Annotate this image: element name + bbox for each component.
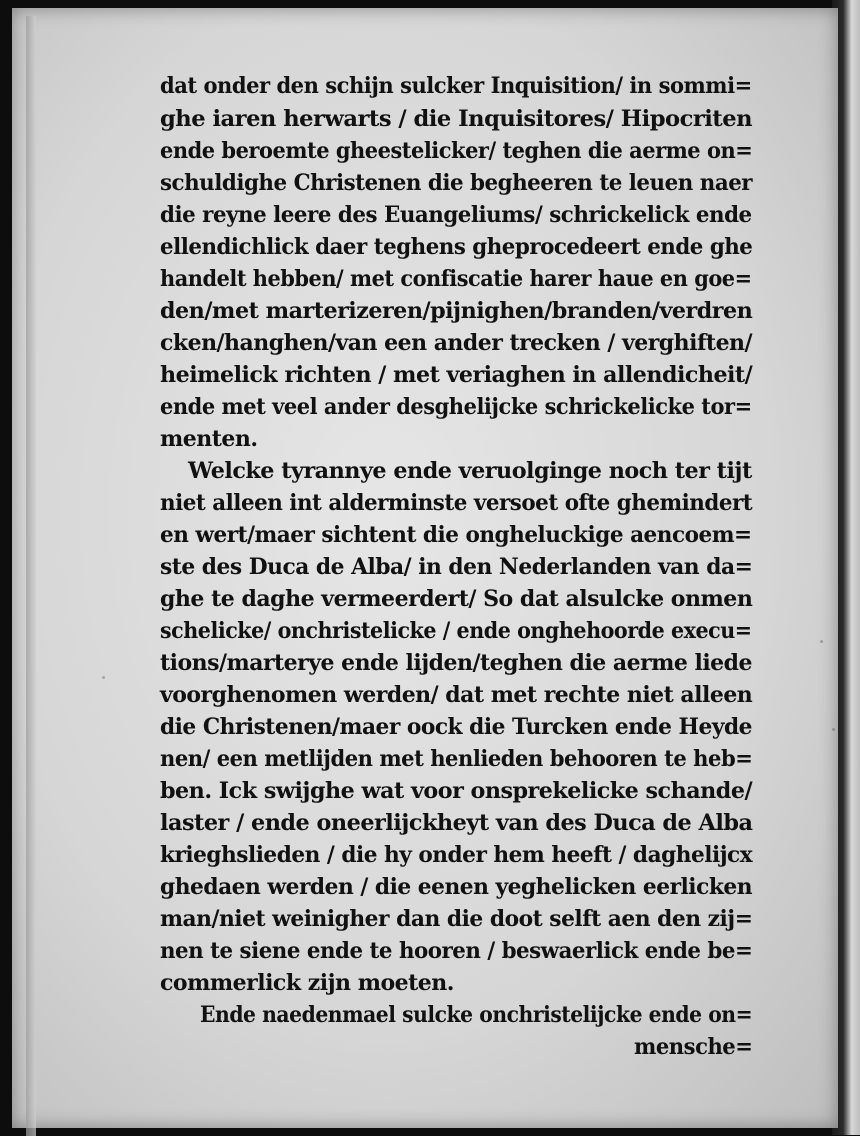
text-line: menten. (160, 426, 258, 452)
text-line: voorghenomen werden/ dat met rechte niet alleen (160, 682, 753, 708)
text-line: ste des Duca de Alba/ in den Nederlanden van da= (160, 554, 753, 580)
paper-speck (820, 640, 823, 643)
paragraph-start-line: Welcke tyrannye ende veruolginge noch ter tijt (188, 458, 752, 484)
text-line: commerlick zijn moeten. (160, 970, 454, 996)
text-line: dat onder den schijn sulcker Inquisition/ in sommi= (160, 73, 752, 99)
text-line: man/niet weinigher dan die doot selft aen den zij= (160, 906, 753, 932)
text-line: die reyne leere des Euangeliums/ schrickelick ende (160, 202, 752, 228)
text-line: nen/ een metlijden met henlieden behooren te heb= (160, 746, 753, 772)
text-line: schelicke/ onchristelicke / ende onghehoorde execu= (160, 618, 752, 644)
text-line: ellendichlick daer teghens gheprocedeert ende ghe (160, 234, 753, 260)
paragraph-start-line: Ende naedenmael sulcke onchristelijcke ende on= (200, 1002, 753, 1028)
text-line: ende met veel ander desghelijcke schrickelicke tor= (160, 394, 752, 420)
text-line: cken/hanghen/van een ander trecken / verghiften/ (160, 330, 753, 356)
text-line: ghe iaren herwarts / die Inquisitores/ Hipocriten (160, 106, 753, 132)
text-line: nen te siene ende te hooren / beswaerlick ende be= (160, 938, 753, 964)
page-gutter (26, 16, 36, 1136)
text-line: krieghslieden / die hy onder hem heeft / daghelijcx (160, 842, 753, 868)
text-line: niet alleen int alderminste versoet ofte ghemindert (160, 490, 753, 516)
paper-speck (832, 728, 835, 731)
paper-speck (102, 676, 105, 679)
text-line: en wert/maer sichtent die ongheluckige aencoem= (160, 522, 752, 548)
text-line: ghe te daghe vermeerdert/ So dat alsulcke onmen (160, 586, 753, 612)
text-line: tions/marterye ende lijden/teghen die aerme liede (160, 650, 752, 676)
text-line: ende beroemte gheestelicker/ teghen die aerme on= (160, 138, 753, 164)
catchword: mensche= (634, 1034, 753, 1060)
text-line: ghedaen werden / die eenen yeghelicken eerlicken (160, 874, 753, 900)
text-line: handelt hebben/ met confiscatie harer haue en goe= (160, 266, 752, 292)
text-line: schuldighe Christenen die begheeren te leuen naer (160, 170, 753, 196)
text-line: die Christenen/maer oock die Turcken ende Heyde (160, 714, 752, 740)
text-line: ben. Ick swijghe wat voor onsprekelicke schande/ (160, 778, 753, 804)
text-line: den/met marterizeren/pijnighen/branden/verdren (160, 298, 753, 324)
text-line: laster / ende oneerlijckheyt van des Duca de Alba (160, 810, 753, 836)
text-line: heimelick richten / met veriaghen in allendicheit/ (160, 362, 753, 388)
